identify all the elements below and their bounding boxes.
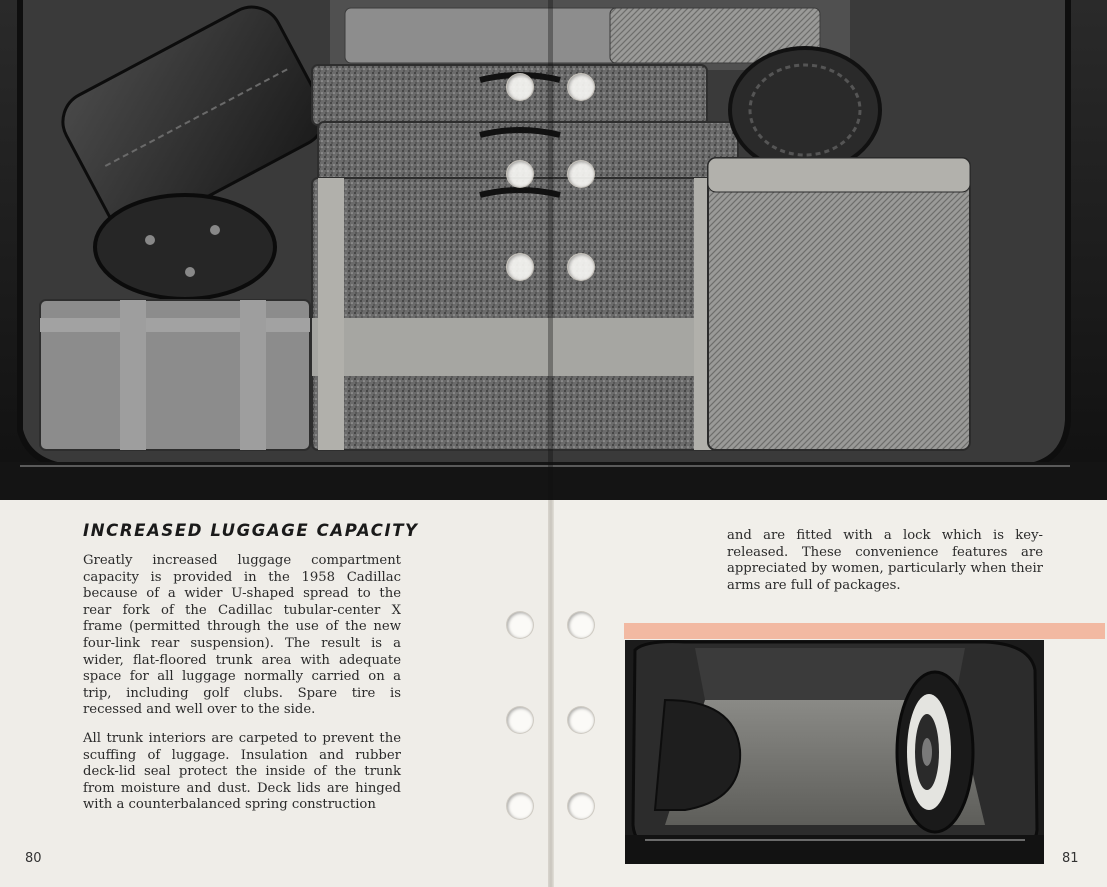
- accent-bar: [624, 623, 1105, 639]
- page-number-right: 81: [1062, 851, 1079, 866]
- section-heading: INCREASED LUGGAGE CAPACITY: [83, 521, 419, 540]
- binder-hole: [568, 793, 594, 819]
- binder-hole: [568, 707, 594, 733]
- binder-hole: [507, 74, 533, 100]
- empty-trunk-photo: [625, 640, 1044, 864]
- body-paragraph-continued: and are fitted with a lock which is key-released. These convenience features are appreciated by women, particularly when their arms are full of packages.: [727, 528, 1043, 593]
- binder-hole: [507, 612, 533, 638]
- binder-hole: [568, 612, 594, 638]
- body-paragraph-1: Greatly increased luggage compartment capacity is provided in the 1958 Cadillac because of a wider U-shaped spread to the rear fork of the Cadillac tubular-center X frame (permitted through the use of the new four-link rear suspension). The result is a wider, flat-floored trunk area with adequate space for all luggage normally carried on a trip, including golf clubs. Spare tire is recessed and well over to the side.: [83, 553, 401, 718]
- binder-hole: [568, 161, 594, 187]
- binder-hole: [507, 161, 533, 187]
- binder-hole: [568, 74, 594, 100]
- binder-hole: [507, 793, 533, 819]
- binder-hole: [507, 707, 533, 733]
- page-number-left: 80: [25, 851, 42, 866]
- body-paragraph-2: All trunk interiors are carpeted to prevent the scuffing of luggage. Insulation and rubber deck-lid seal protect the inside of the trunk from moisture and dust. Deck lids are hinged with a counterbalanced spring construction: [83, 731, 401, 813]
- binder-hole: [507, 254, 533, 280]
- binder-hole: [568, 254, 594, 280]
